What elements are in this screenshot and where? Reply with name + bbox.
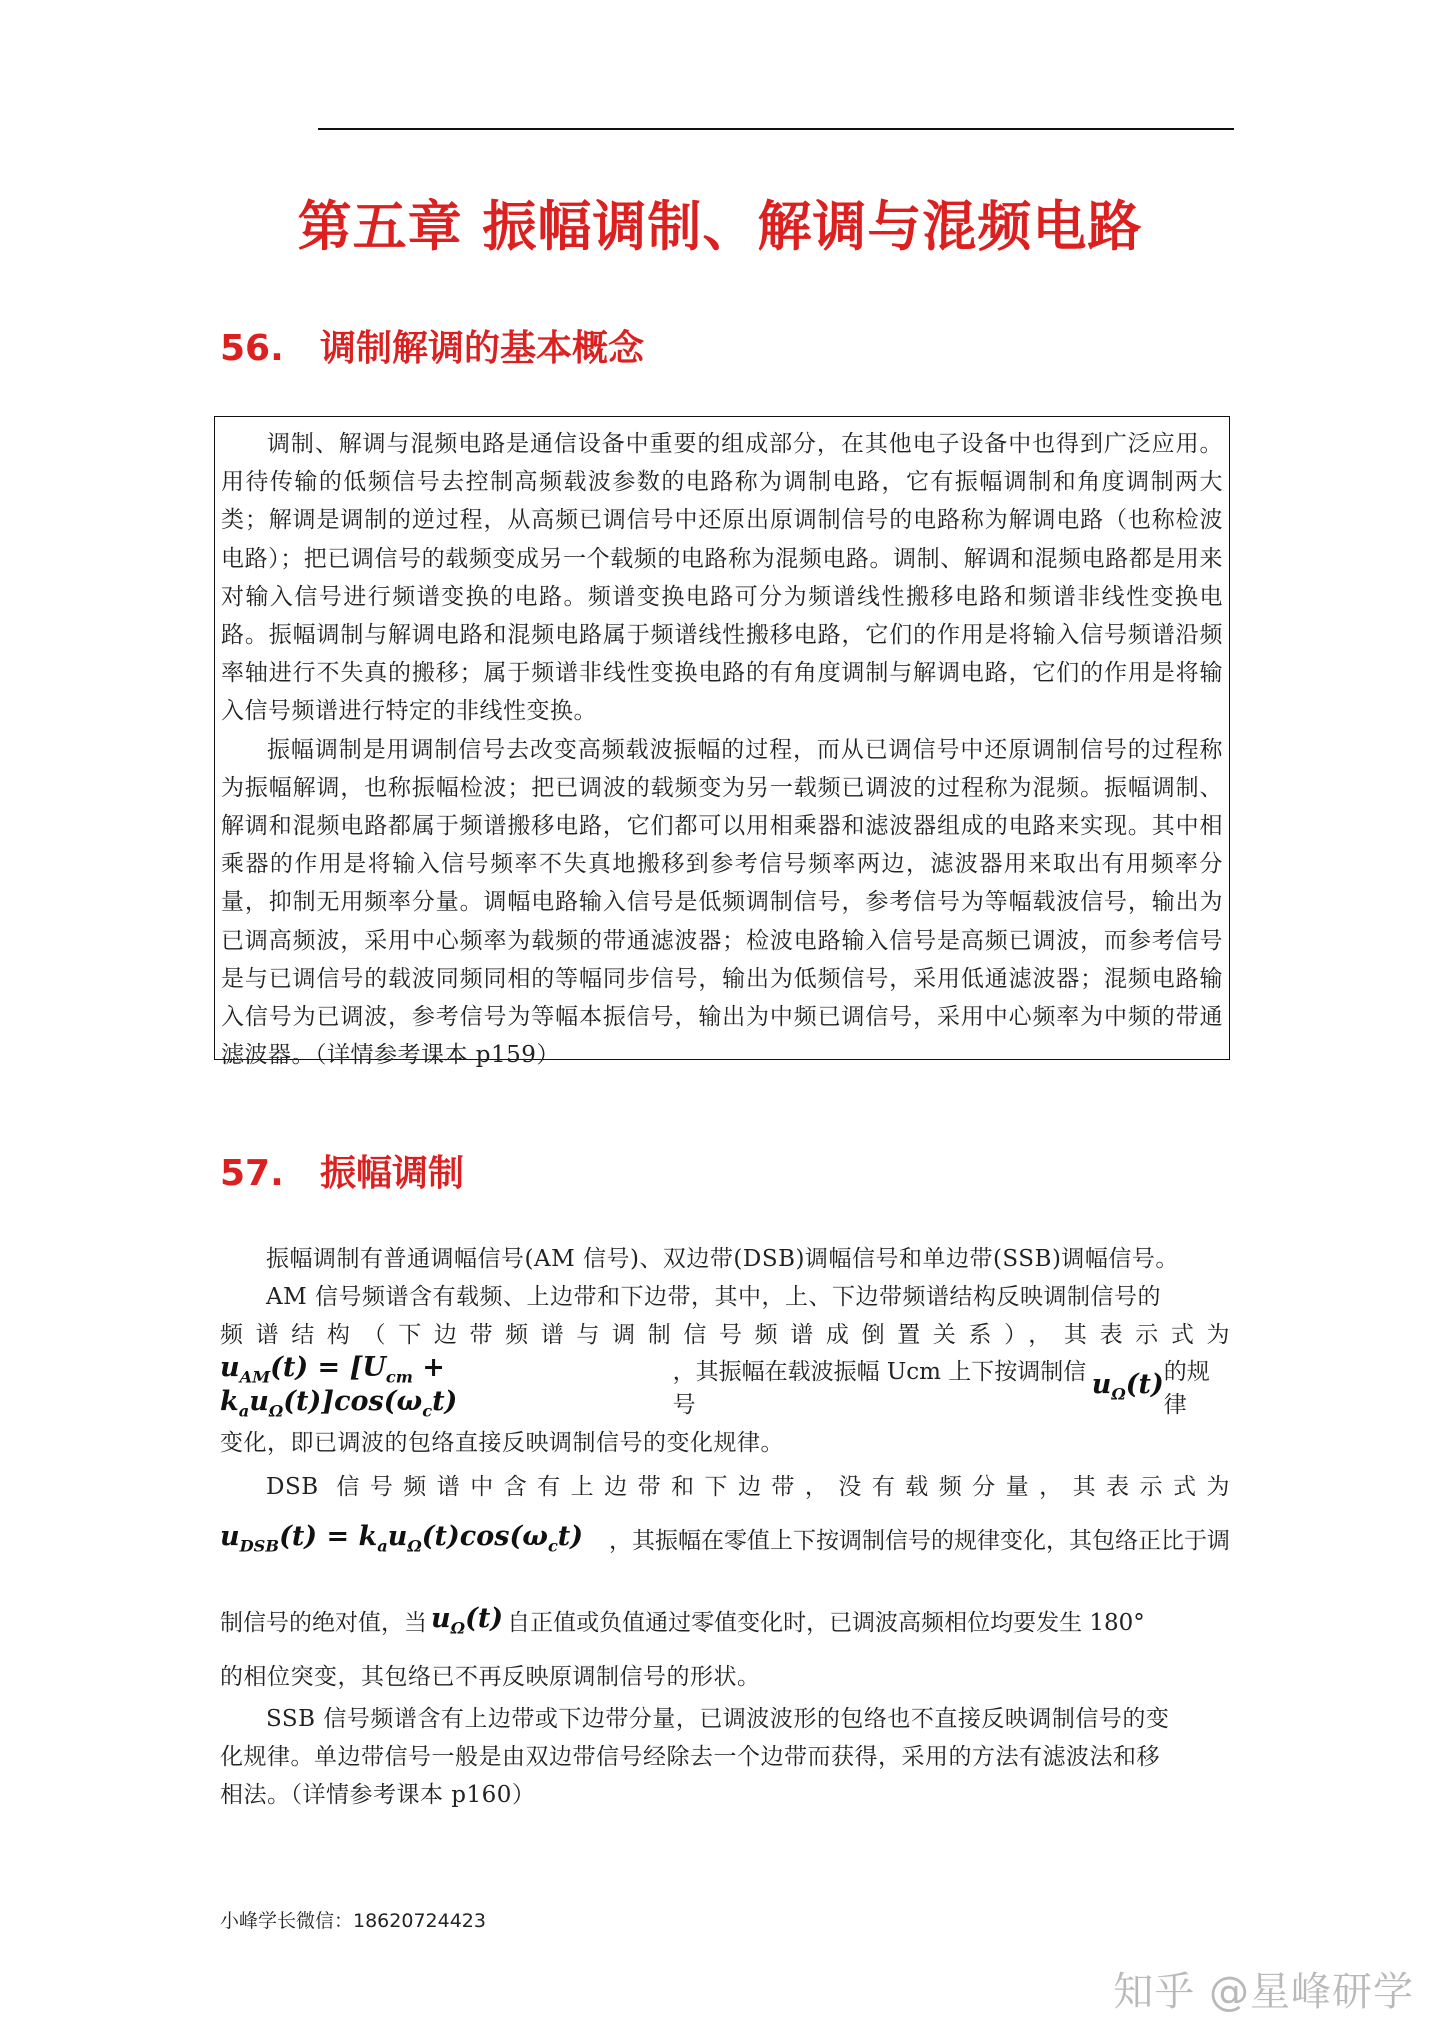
am-formula-tail: 的规律	[1163, 1359, 1210, 1418]
body-line: SSB 信号频谱含有上边带或下边带分量，已调波波形的包络也不直接反映调制信号的变	[266, 1706, 1170, 1732]
body-line: 频谱结构（下边带频谱与调制信号频谱成倒置关系），其表示式为	[220, 1322, 1230, 1348]
line-text: 自正值或负值通过零值变化时，已调波高频相位均要发生 180°	[507, 1609, 1145, 1636]
box-paragraph: 振幅调制是用调制信号去改变高频载波振幅的过程，而从已调信号中还原调制信号的过程称为振幅解调，也称振幅检波；把已调波的载频变为另一载频已调波的过程称为混频。振幅调制、解调和混频电路都属于频谱搬移电路，它们都可以用相乘器和滤波器组成的电路来实现。其中相乘器的作用是将输入信号频率不失真地搬移到参考信号频率两边，滤波器用来取出有用频率分量，抑制无用频率分量。调幅电路输入信号是低频调制信号，参考信号为等幅载波信号，输出为已调高频波，采用中心频率为载频的带通滤波器；检波电路输入信号是高频已调波，而参考信号是与已调信号的载波同频同相的等幅同步信号，输出为低频信号，采用低通滤波器；混频电路输入信号为已调波，参考信号为等幅本振信号，输出为中频已调信号，采用中心频率为中频的带通滤波器。（详情参考课本 p159）	[221, 736, 1223, 1069]
body-line: 振幅调制有普通调幅信号(AM 信号)、双边带(DSB)调幅信号和单边带(SSB)调幅信号。	[266, 1246, 1179, 1272]
body-line: 变化，即已调波的包络直接反映调制信号的变化规律。	[220, 1430, 784, 1456]
dsb-formula: $u_{DSB}(t) = k_au_\Omega(t)\cos(\omega_ct)$	[220, 1520, 584, 1556]
header-rule	[318, 128, 1234, 130]
body-line: 化规律。单边带信号一般是由双边带信号经除去一个边带而获得，采用的方法有滤波法和移	[220, 1744, 1160, 1770]
footer-contact: 小峰学长微信：18620724423	[220, 1910, 486, 1932]
u-omega-symbol: $u_\Omega(t)$	[1091, 1368, 1164, 1404]
box-paragraph: 调制、解调与混频电路是通信设备中重要的组成部分，在其他电子设备中也得到广泛应用。用待传输的低频信号去控制高频载波参数的电路称为调制电路，它有振幅调制和角度调制两大类；解调是调制的逆过程，从高频已调信号中还原出原调制信号的电路称为解调电路（也称检波电路）；把已调信号的载频变成另一个载频的电路称为混频电路。调制、解调和混频电路都是用来对输入信号进行频谱变换的电路。频谱变换电路可分为频谱线性搬移电路和频谱非线性变换电路。振幅调制与解调电路和混频电路属于频谱线性搬移电路，它们的作用是将输入信号频谱沿频率轴进行不失真的搬移；属于频谱非线性变换电路的有角度调制与解调电路，它们的作用是将输入信号频谱进行特定的非线性变换。	[221, 431, 1223, 725]
line-text: 制信号的绝对值，当	[220, 1609, 427, 1636]
section-title: 调制解调的基本概念	[320, 328, 645, 369]
section-number: 57.	[220, 1153, 284, 1194]
body-line: AM 信号频谱含有载频、上边带和下边带，其中，上、下边带频谱结构反映调制信号的	[266, 1284, 1161, 1310]
body-line	[220, 1588, 1230, 1652]
section-56-heading	[220, 320, 644, 371]
u-omega-symbol: $u_\Omega(t)$	[431, 1602, 504, 1638]
am-formula-text: ，其振幅在载波振幅 Ucm 上下按调制信号	[672, 1359, 1087, 1418]
zhihu-watermark: 知乎 @星峰研学	[1113, 1969, 1414, 2015]
concept-box	[214, 416, 1230, 1069]
dsb-formula-line	[220, 1506, 1230, 1570]
section-57-heading	[220, 1145, 464, 1196]
body-line: 相法。（详情参考课本 p160）	[220, 1782, 536, 1808]
section-number: 56.	[220, 328, 284, 369]
section-title: 振幅调制	[320, 1153, 465, 1194]
am-formula-line	[220, 1351, 1230, 1421]
am-formula: $u_{AM}(t) = [U_{cm} + k_au_\Omega(t)]\cos(\omega_ct)$	[220, 1351, 458, 1421]
body-line: 的相位突变，其包络已不再反映原调制信号的形状。	[220, 1664, 761, 1690]
chapter-title: 第五章 振幅调制、解调与混频电路	[297, 195, 1143, 258]
dsb-formula-text: ，其振幅在零值上下按调制信号的规律变化，其包络正比于调	[609, 1527, 1230, 1554]
body-line: DSB 信号频谱中含有上边带和下边带，没有载频分量，其表示式为	[266, 1474, 1230, 1500]
section-57-body	[220, 1240, 1230, 1814]
